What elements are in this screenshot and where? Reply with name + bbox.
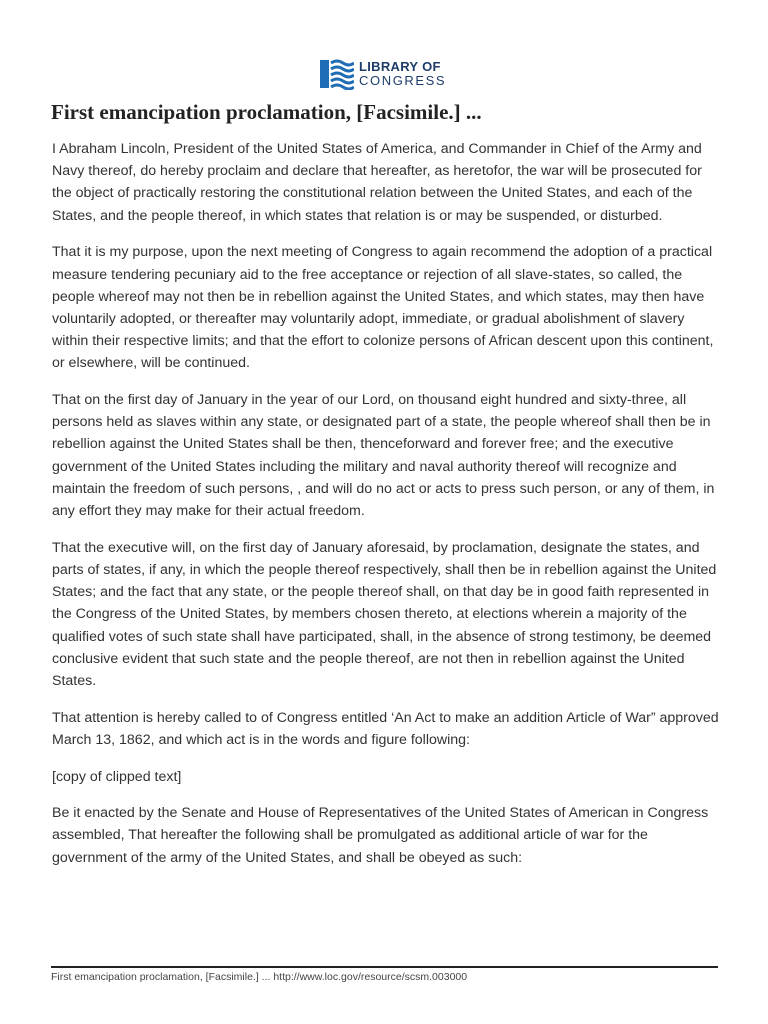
paragraph-6: [copy of clipped text] <box>52 768 182 785</box>
paragraph-7: Be it enacted by the Senate and House of Representatives of the United States of American in Congress assembled, That hereafter the following shall be promulgated as additional article of war for the government of the army of the United States, and shall be obeyed as such: <box>52 805 709 866</box>
library-of-congress-logo <box>320 56 446 92</box>
logo-line-2: CONGRESS <box>359 73 447 88</box>
paragraph-5: That attention is hereby called to of Congress entitled ‘An Act to make an addition Article of War” approved March 13, 1862, and which act is in the words and figure following: <box>52 709 719 748</box>
document-title: First emancipation proclamation, [Facsimile.] ... <box>51 100 482 124</box>
logo-line-1: LIBRARY OF <box>359 59 441 74</box>
paragraph-3: That on the first day of January in the year of our Lord, on thousand eight hundred and sixty-three, all persons held as slaves within any state, or designated part of a state, the people whereof shall then be in rebellion against the United States shall be then, thenceforward and forever free; and the executive government of the United States including the military and naval authority thereof will recognize and maintain the freedom of such persons, , and will do no act or acts to press such person, or any of them, in any effort they may make for their actual freedom. <box>52 392 715 520</box>
footer-divider <box>51 966 718 968</box>
document-body <box>52 138 720 883</box>
paragraph-1: I Abraham Lincoln, President of the United States of America, and Commander in Chief of the Army and Navy thereof, do hereby proclaim and declare that hereafter, as heretofor, the war will be prosecuted for the object of practically restoring the constitutional relation between the United States, and each of the States, and the people thereof, in which states that relation is or may be suspended, or disturbed. <box>52 141 702 224</box>
paragraph-2: That it is my purpose, upon the next meeting of Congress to again recommend the adoption of a practical measure tendering pecuniary aid to the free acceptance or rejection of all slave-states, so called, the people whereof may not then be in rebellion against the United States, and which states, may then have voluntarily adopted, or thereafter may voluntarily adopt, immediate, or gradual abolishment of slavery within their respective limits; and that the effort to colonize persons of African descent upon this continent, or elsewhere, will be continued. <box>52 244 714 372</box>
library-of-congress-book-icon <box>320 58 354 90</box>
footer-citation: First emancipation proclamation, [Facsimile.] ... http://www.loc.gov/resource/scsm.003000 <box>51 971 468 983</box>
logo-wordmark <box>359 60 446 88</box>
paragraph-4: That the executive will, on the first day of January aforesaid, by proclamation, designate the states, and parts of states, if any, in which the people thereof respectively, shall then be in rebellion against the United States; and the fact that any state, or the people thereof shall, on that day be in good faith represented in the Congress of the United States, by members chosen thereto, at elections wherein a majority of the qualified votes of such state shall have participated, shall, in the absence of strong testimony, be deemed conclusive evident that such state and the people thereof, are not then in rebellion against the United States. <box>52 539 717 689</box>
